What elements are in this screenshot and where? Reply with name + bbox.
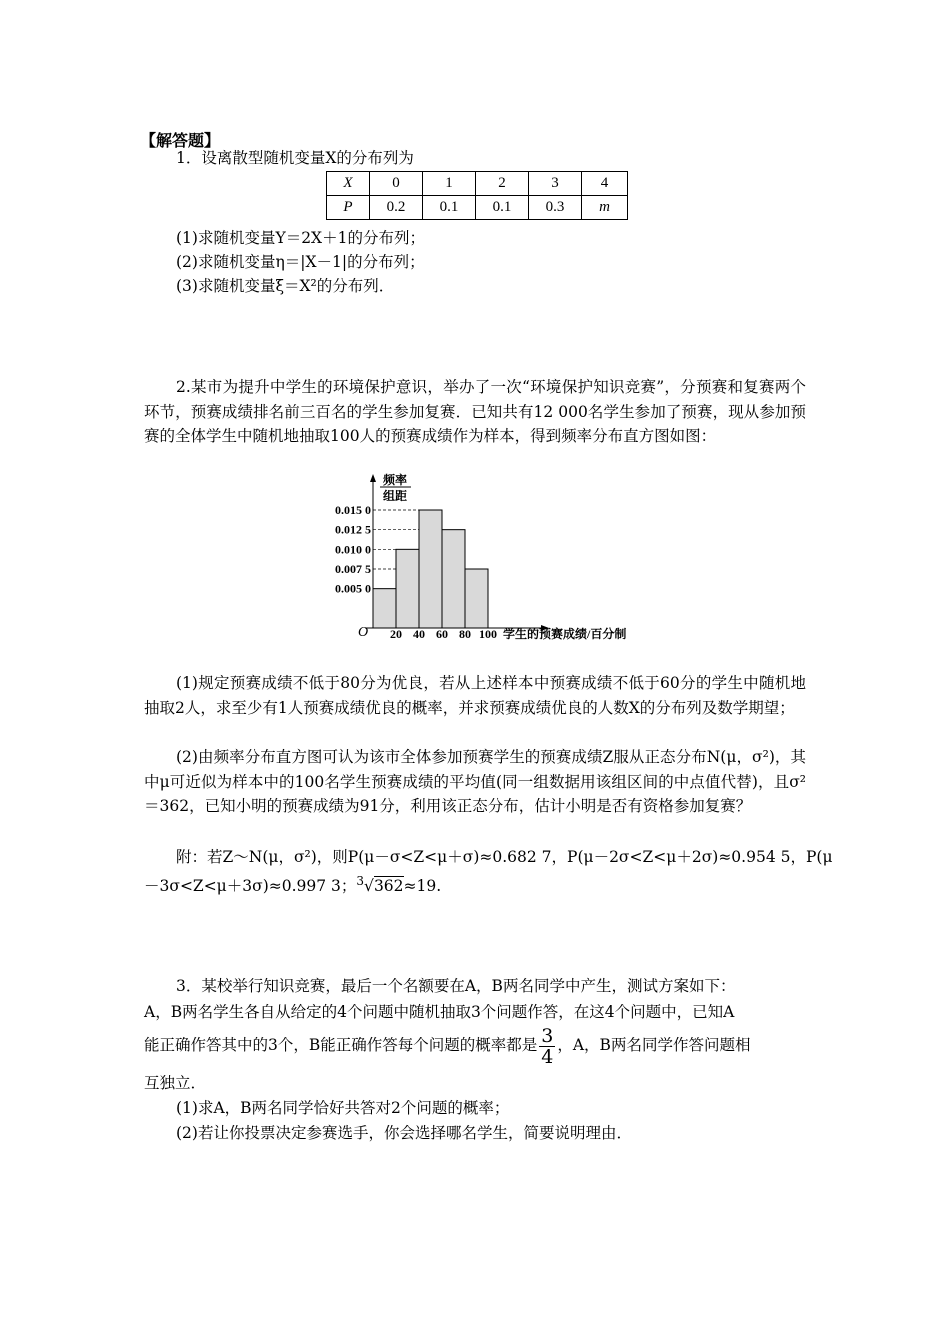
y-axis-label-top: 频率: [382, 473, 408, 487]
q2-stem: 2.某市为提升中学生的环境保护意识，举办了一次“环境保护知识竞赛”，分预赛和复赛两个环节，预赛成绩排名前三百名的学生参加复赛．已知共有12 000名学生参加了预赛，现从参加预赛的全体学生中随机地抽取100人的预赛成绩作为样本，得到频率分布直方图如图：: [144, 378, 806, 445]
histogram-bar: [465, 569, 488, 628]
y-axis-label-bottom: 组距: [382, 489, 408, 503]
table-cell: 3: [529, 172, 582, 196]
q3-line4: 互独立．: [144, 1074, 207, 1092]
section-title: 【解答题】: [140, 131, 221, 150]
q3-line3-text: ，A，B两名同学作答问题相: [557, 1036, 751, 1054]
q3-line1: 3．某校举行知识竞赛，最后一个名额要在A，B两名同学中产生，测试方案如下：: [176, 977, 736, 995]
q3-line3-text: 能正确作答其中的3个，B能正确作答每个问题的概率都是: [144, 1036, 538, 1054]
root-symbol: 3: [356, 874, 365, 888]
y-axis-arrow: [370, 474, 376, 482]
radical-sign: √: [364, 877, 374, 896]
x-tick-label: 60: [436, 627, 448, 641]
histogram-bar: [442, 530, 465, 628]
q3-line3: [144, 1024, 750, 1067]
q2-sub2: (2)由频率分布直方图可认为该市全体参加预赛学生的预赛成绩Z服从正态分布N(μ，σ²)，其中μ可近似为样本中的100名学生预赛成绩的平均值(同一组数据用该组区间的中点值代替)，且σ²＝362，已知小明的预赛成绩为91分，利用该正态分布，估计小明是否有资格参加复赛？: [144, 748, 806, 815]
table-cell: 0: [370, 172, 423, 196]
table-row: [327, 172, 628, 196]
x-tick-label: 40: [413, 627, 425, 641]
x-tick-label: 100: [479, 627, 497, 641]
table-cell: P: [327, 196, 370, 220]
q1-sub3: (3)求随机变量ξ＝X²的分布列．: [176, 277, 395, 295]
histogram-bar: [419, 510, 442, 628]
fraction-numerator: 3: [541, 1024, 554, 1047]
table-row: [327, 196, 628, 220]
note-text: －3σ<Z<μ＋3σ)≈0.997 3；: [144, 877, 357, 896]
q3-sub1: (1)求A，B两名同学恰好共答对2个问题的概率；: [176, 1099, 510, 1117]
table-cell: 1: [423, 172, 476, 196]
y-tick-label: 0.010 0: [335, 542, 371, 557]
q3-sub2: (2)若让你投票决定参赛选手，你会选择哪名学生，简要说明理由．: [176, 1124, 632, 1142]
table-cell: 4: [582, 172, 628, 196]
note-text: ≈19.: [403, 877, 442, 896]
q1-sub2: (2)求随机变量η＝|X－1|的分布列；: [176, 253, 425, 271]
table-cell: X: [327, 172, 370, 196]
frequency-histogram: [315, 470, 665, 650]
histogram-bar: [396, 549, 419, 628]
table-cell: 2: [476, 172, 529, 196]
radicand: 362: [373, 877, 404, 896]
table-cell: 0.1: [423, 196, 476, 220]
y-tick-label: 0.005 0: [335, 581, 371, 596]
q2-note-line2: [144, 870, 441, 897]
histogram-bar: [373, 589, 396, 628]
q1-distribution-table: [326, 171, 628, 220]
y-ticks: [335, 503, 371, 596]
y-tick-label: 0.007 5: [335, 562, 371, 576]
x-tick-label: 80: [459, 627, 471, 641]
x-ticks: [390, 627, 497, 641]
q1-stem: 1．设离散型随机变量X的分布列为: [176, 149, 414, 167]
q2-note-line1: 附：若Z～N(μ，σ²)，则P(μ－σ<Z<μ＋σ)≈0.682 7，P(μ－2σ<Z<μ＋2σ)≈0.954 5，P(μ: [176, 848, 833, 866]
origin-label: O: [357, 625, 369, 640]
table-cell: 0.1: [476, 196, 529, 220]
fraction-denominator: 4: [541, 1045, 554, 1068]
table-cell: 0.2: [370, 196, 423, 220]
q1-sub1: (1)求随机变量Y＝2X＋1的分布列；: [176, 229, 425, 247]
x-axis-label: 学生的预赛成绩/百分制: [503, 627, 627, 641]
y-tick-label: 0.012 5: [335, 522, 371, 537]
probability-fraction: [539, 1026, 555, 1067]
x-tick-label: 20: [390, 627, 402, 641]
q3-line2: A，B两名学生各自从给定的4个问题中随机抽取3个问题作答，在这4个问题中，已知A: [144, 1003, 735, 1021]
q2-sub1: (1)规定预赛成绩不低于80分为优良，若从上述样本中预赛成绩不低于60分的学生中随机地抽取2人，求至少有1人预赛成绩优良的概率，并求预赛成绩优良的人数X的分布列及数学期望；: [144, 674, 806, 717]
table-cell: 0.3: [529, 196, 582, 220]
y-tick-label: 0.015 0: [335, 503, 371, 517]
table-cell: m: [582, 196, 628, 220]
